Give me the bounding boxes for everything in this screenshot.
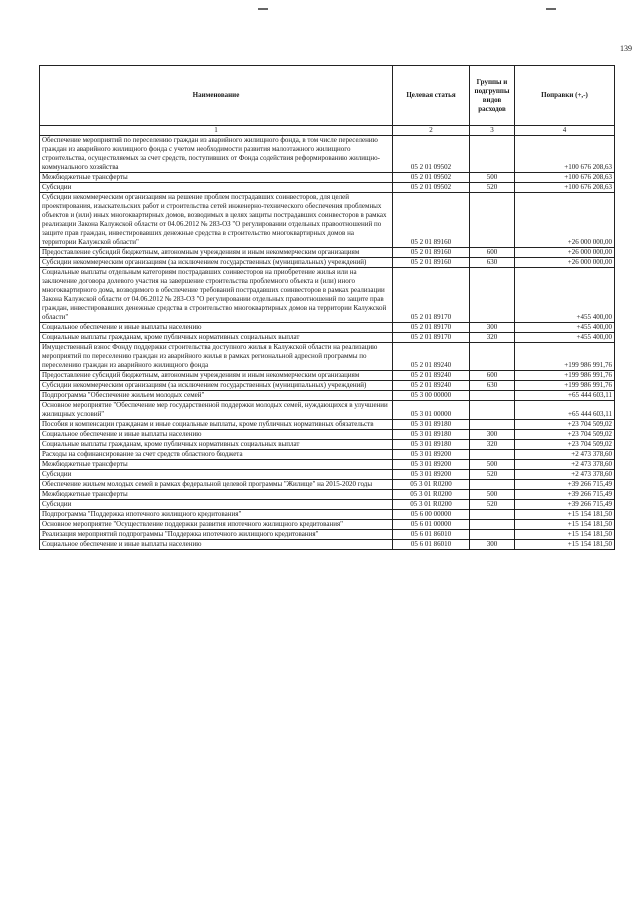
scan-artifact [546,8,556,10]
row-group: 320 [470,440,515,450]
table-row [40,490,615,500]
header-amount: Поправки (+,-) [515,66,615,126]
column-number: 3 [470,126,515,136]
row-group [470,530,515,540]
row-amount: +2 473 378,60 [515,450,615,460]
row-name: Основное мероприятие "Осуществление поддержки развития ипотечного жилищного кредитования" [40,520,393,530]
table-row [40,333,615,343]
row-code: 05 2 01 89240 [393,381,470,391]
row-amount: +15 154 181,50 [515,520,615,530]
row-group: 300 [470,323,515,333]
row-name: Имущественный взнос Фонду поддержки строительства доступного жилья в Калужской области на реализацию мероприятий по переселению граждан из аварийного жилья в рамках региональной адресной программы по переселению граждан из аварийного жилищного фонда [40,343,393,371]
row-amount: +199 986 991,76 [515,343,615,371]
row-code: 05 6 01 00000 [393,520,470,530]
row-group [470,420,515,430]
row-name: Субсидии некоммерческим организациям (за исключением государственных (муниципальных) учреждений) [40,258,393,268]
row-name: Подпрограмма "Обеспечение жильем молодых семей" [40,391,393,401]
row-name: Обеспечение жильем молодых семей в рамках федеральной целевой программы "Жилище" на 2015-2020 годы [40,480,393,490]
table-row [40,420,615,430]
row-group: 300 [470,540,515,550]
row-group [470,193,515,248]
row-amount: +100 676 208,63 [515,183,615,193]
row-group [470,343,515,371]
row-code: 05 6 00 00000 [393,510,470,520]
row-amount: +23 704 509,02 [515,440,615,450]
row-name: Субсидии [40,183,393,193]
row-name: Социальные выплаты отдельным категориям пострадавших соинвесторов на приобретение жилья или на заключение договора долевого участия на завершение строительства проблемного объекта и (или) иного многоквартирного дома, возводимого в обеспечение требований пострадавших соинвесторов в рамках реализации Закона Калужской области от 04.06.2012 № 283-ОЗ "О регулировании отдельных правоотношений по защите прав граждан, инвестировавших денежные средства в строительство многоквартирных домов на территории Калужской области" [40,268,393,323]
table-row [40,258,615,268]
row-code: 05 6 01 86010 [393,530,470,540]
row-amount: +39 266 715,49 [515,480,615,490]
row-code: 05 3 01 89200 [393,460,470,470]
table-row [40,183,615,193]
row-code: 05 2 01 89170 [393,268,470,323]
row-code: 05 3 00 00000 [393,391,470,401]
row-amount: +23 704 509,02 [515,420,615,430]
table-row [40,323,615,333]
table-row [40,480,615,490]
column-number: 4 [515,126,615,136]
row-code: 05 2 01 89170 [393,323,470,333]
row-amount: +199 986 991,76 [515,381,615,391]
row-name: Предоставление субсидий бюджетным, автономным учреждениям и иным некоммерческим организациям [40,371,393,381]
row-amount: +23 704 509,02 [515,430,615,440]
budget-table [39,65,615,550]
row-code: 05 2 01 89160 [393,258,470,268]
row-group: 320 [470,333,515,343]
row-name: Социальные выплаты гражданам, кроме публичных нормативных социальных выплат [40,333,393,343]
row-amount: +455 400,00 [515,268,615,323]
row-code: 05 2 01 09502 [393,183,470,193]
row-group [470,450,515,460]
row-amount: +26 000 000,00 [515,258,615,268]
row-amount: +26 000 000,00 [515,193,615,248]
row-name: Межбюджетные трансферты [40,460,393,470]
table-row [40,520,615,530]
row-name: Межбюджетные трансферты [40,173,393,183]
row-name: Социальное обеспечение и иные выплаты населению [40,540,393,550]
table-row [40,530,615,540]
row-group: 630 [470,381,515,391]
row-amount: +455 400,00 [515,323,615,333]
table-row [40,470,615,480]
row-amount: +65 444 603,11 [515,401,615,420]
column-number: 1 [40,126,393,136]
row-name: Субсидии некоммерческим организациям (за исключением государственных (муниципальных) учреждений) [40,381,393,391]
column-number-row [40,126,615,136]
row-name: Социальное обеспечение и иные выплаты населению [40,430,393,440]
row-code: 05 3 01 R0200 [393,500,470,510]
row-amount: +100 676 208,63 [515,136,615,173]
header-code: Целевая статья [393,66,470,126]
row-code: 05 2 01 09502 [393,136,470,173]
row-name: Реализация мероприятий подпрограммы "Поддержка ипотечного жилищного кредитования" [40,530,393,540]
table-row [40,391,615,401]
row-name: Субсидии некоммерческим организациям на решение проблем пострадавших соинвесторов, для целей проектирования, изыскательских работ и строительства сетей инженерно-технического обеспечения проблемных объектов и (или) иных многоквартирных домов, возводимых в целях защиты пострадавших соинвесторов в рамках реализации Закона Калужской области от 04.06.2012 № 283-ОЗ "О регулировании отдельных правоотношений по защите прав граждан, инвестировавших денежные средства в строительство многоквартирных домов на территории Калужской области" [40,193,393,248]
row-code: 05 3 01 R0200 [393,480,470,490]
row-code: 05 2 01 89160 [393,193,470,248]
row-group: 630 [470,258,515,268]
header-group: Группы и подгруппы видов расходов [470,66,515,126]
row-group: 600 [470,248,515,258]
row-code: 05 3 01 89180 [393,420,470,430]
table-row [40,460,615,470]
row-group [470,136,515,173]
row-code: 05 6 01 86010 [393,540,470,550]
row-name: Основное мероприятие "Обеспечение мер государственной поддержки молодых семей, нуждающихся в улучшении жилищных условий" [40,401,393,420]
row-group [470,391,515,401]
row-code: 05 2 01 89170 [393,333,470,343]
row-name: Предоставление субсидий бюджетным, автономным учреждениям и иным некоммерческим организациям [40,248,393,258]
table-row [40,248,615,258]
row-group: 520 [470,500,515,510]
row-group [470,268,515,323]
header-name: Наименование [40,66,393,126]
row-amount: +39 266 715,49 [515,490,615,500]
row-code: 05 3 01 89200 [393,450,470,460]
row-amount: +65 444 603,11 [515,391,615,401]
table-row [40,173,615,183]
table-row [40,510,615,520]
row-code: 05 2 01 89160 [393,248,470,258]
row-code: 05 2 01 89240 [393,343,470,371]
table-row [40,381,615,391]
row-name: Расходы на софинансирование за счет средств областного бюджета [40,450,393,460]
row-group [470,510,515,520]
row-group [470,480,515,490]
row-amount: +100 676 208,63 [515,173,615,183]
row-code: 05 2 01 09502 [393,173,470,183]
row-amount: +15 154 181,50 [515,540,615,550]
row-group [470,401,515,420]
row-group: 500 [470,173,515,183]
row-group: 520 [470,470,515,480]
row-name: Субсидии [40,500,393,510]
row-code: 05 3 01 89200 [393,470,470,480]
table-row [40,500,615,510]
row-group: 600 [470,371,515,381]
row-group: 300 [470,430,515,440]
row-name: Социальные выплаты гражданам, кроме публичных нормативных социальных выплат [40,440,393,450]
row-name: Обеспечение мероприятий по переселению граждан из аварийного жилищного фонда, в том числе переселению граждан из аварийного жилищного фонда с учетом необходимости развития малоэтажного жилищного строительства, осуществляемых за счет средств, поступивших от Фонда содействия реформированию жилищно-коммунального хозяйства [40,136,393,173]
row-code: 05 2 01 89240 [393,371,470,381]
row-group: 500 [470,460,515,470]
scan-artifact [258,8,268,10]
row-group: 500 [470,490,515,500]
row-name: Пособия и компенсации гражданам и иные социальные выплаты, кроме публичных нормативных обязательств [40,420,393,430]
row-amount: +199 986 991,76 [515,371,615,381]
header-row [40,66,615,126]
table-row [40,136,615,173]
table-row [40,450,615,460]
page-number: 139 [620,44,632,53]
row-group: 520 [470,183,515,193]
row-amount: +2 473 378,60 [515,470,615,480]
table-row [40,343,615,371]
row-amount: +26 000 000,00 [515,248,615,258]
row-amount: +2 473 378,60 [515,460,615,470]
row-amount: +39 266 715,49 [515,500,615,510]
table-row [40,193,615,248]
table-row [40,268,615,323]
row-name: Подпрограмма "Поддержка ипотечного жилищного кредитования" [40,510,393,520]
row-amount: +15 154 181,50 [515,530,615,540]
row-name: Субсидии [40,470,393,480]
table-row [40,371,615,381]
table-row [40,401,615,420]
row-code: 05 3 01 89180 [393,440,470,450]
row-group [470,520,515,530]
row-code: 05 3 01 R0200 [393,490,470,500]
row-name: Социальное обеспечение и иные выплаты населению [40,323,393,333]
row-amount: +15 154 181,50 [515,510,615,520]
column-number: 2 [393,126,470,136]
table-row [40,430,615,440]
table-row [40,540,615,550]
table-row [40,440,615,450]
row-name: Межбюджетные трансферты [40,490,393,500]
row-amount: +455 400,00 [515,333,615,343]
row-code: 05 3 01 89180 [393,430,470,440]
row-code: 05 3 01 00000 [393,401,470,420]
